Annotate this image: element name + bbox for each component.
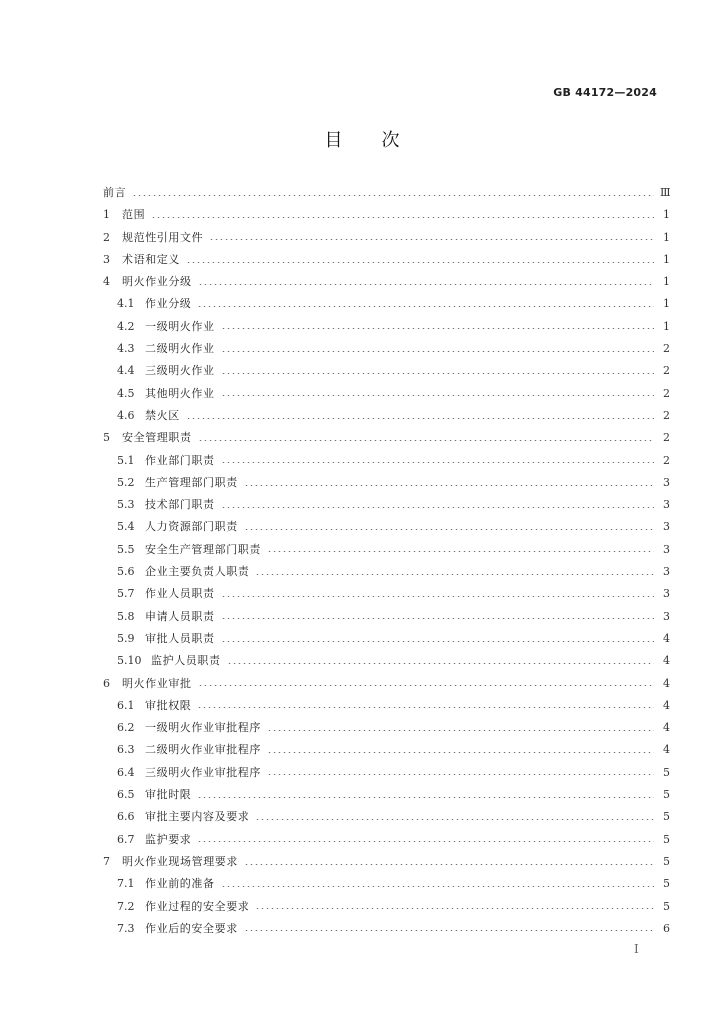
toc-entry-label: 禁火区 [145, 408, 180, 422]
toc-entry[interactable] [103, 695, 670, 717]
toc-entry-page: 1 [663, 275, 670, 289]
toc-leader-dots [198, 440, 654, 441]
toc-entry-number: 2 [103, 230, 110, 244]
toc-entry-label: 监护人员职责 [151, 654, 221, 668]
toc-entry-label: 明火作业分级 [122, 275, 192, 289]
toc-entry-page: 1 [663, 297, 670, 311]
toc-entry-page: 4 [663, 698, 670, 712]
toc-entry-page: 3 [663, 520, 670, 534]
toc-entry-number: 6.2 [117, 721, 135, 735]
toc-entry-label: 前言 [103, 186, 127, 199]
toc-leader-dots [244, 864, 654, 865]
toc-entry[interactable] [103, 427, 670, 449]
toc-entry-label: 作业分级 [145, 297, 192, 311]
toc-entry[interactable] [103, 717, 670, 739]
toc-entry-page: 4 [663, 631, 670, 645]
toc-leader-dots [209, 239, 654, 240]
toc-entry-number: 5.1 [117, 453, 135, 467]
toc-leader-dots [197, 306, 654, 307]
toc-entry-number: 4.4 [117, 364, 135, 378]
toc-entry-number: 7 [103, 854, 110, 868]
toc-entry[interactable] [103, 539, 670, 561]
toc-entry-number: 4 [103, 275, 110, 289]
toc-leader-dots [197, 707, 654, 708]
toc-entry[interactable] [103, 271, 670, 293]
toc-leader-dots [186, 262, 654, 263]
toc-entry-number: 5.10 [117, 654, 142, 668]
toc-leader-dots [221, 618, 654, 619]
toc-entry-page: 6 [663, 921, 670, 935]
toc-entry-number: 5.3 [117, 498, 135, 512]
toc-leader-dots [132, 195, 654, 196]
toc-leader-dots [221, 328, 654, 329]
toc-entry-page: 4 [663, 721, 670, 735]
toc-entry-label: 作业部门职责 [145, 453, 215, 467]
toc-entry[interactable] [103, 806, 670, 828]
toc-entry-label: 作业后的安全要求 [145, 921, 238, 935]
toc-leader-dots [197, 841, 654, 842]
toc-leader-dots [255, 574, 654, 575]
toc-leader-dots [227, 663, 654, 664]
toc-entry[interactable] [103, 896, 670, 918]
toc-leader-dots [197, 797, 654, 798]
toc-entry-label: 安全生产管理部门职责 [145, 542, 261, 556]
toc-entry-label: 一级明火作业审批程序 [145, 721, 261, 735]
toc-entry-number: 6 [103, 676, 110, 690]
toc-entry[interactable] [103, 516, 670, 538]
toc-entry-label: 作业前的准备 [145, 877, 215, 891]
toc-entry-label: 审批权限 [145, 698, 192, 712]
toc-entry[interactable] [103, 293, 670, 315]
toc-leader-dots [244, 930, 654, 931]
toc-entry-page: 5 [663, 877, 670, 891]
toc-entry-page: 3 [663, 609, 670, 623]
toc-entry-number: 6.6 [117, 810, 135, 824]
toc-leader-dots [221, 395, 654, 396]
toc-entry[interactable] [103, 383, 670, 405]
toc-entry-number: 5.6 [117, 565, 135, 579]
toc-entry-label: 审批人员职责 [145, 631, 215, 645]
toc-entry-page: 1 [663, 252, 670, 266]
toc-entry-page: 5 [663, 854, 670, 868]
toc-entry-label: 技术部门职责 [145, 498, 215, 512]
toc-entry-label: 术语和定义 [122, 252, 180, 266]
toc-entry[interactable] [103, 182, 670, 204]
toc-entry[interactable] [103, 561, 670, 583]
toc-entry-label: 安全管理职责 [122, 431, 192, 445]
standard-code: GB 44172—2024 [553, 86, 657, 99]
toc-title: 目 次 [324, 130, 401, 151]
toc-leader-dots [198, 284, 654, 285]
toc-entry-page: 3 [663, 542, 670, 556]
toc-entry[interactable] [103, 851, 670, 873]
toc-entry-page: 2 [663, 408, 670, 422]
toc-entry[interactable] [103, 739, 670, 761]
toc-entry[interactable] [103, 360, 670, 382]
toc-entry-number: 7.1 [117, 877, 135, 891]
toc-entry-page: 2 [663, 431, 670, 445]
toc-entry-page: 2 [663, 364, 670, 378]
toc-entry[interactable] [103, 494, 670, 516]
toc-leader-dots [244, 529, 654, 530]
toc-entry-page: 2 [663, 386, 670, 400]
toc-entry-label: 其他明火作业 [145, 386, 215, 400]
toc-entry[interactable] [103, 583, 670, 605]
toc-entry-label: 审批主要内容及要求 [145, 810, 250, 824]
toc-leader-dots [221, 351, 654, 352]
toc-leader-dots [255, 819, 654, 820]
toc-entry-label: 审批时限 [145, 788, 192, 802]
toc-entry-label: 企业主要负责人职责 [145, 565, 250, 579]
toc-entry-number: 5.5 [117, 542, 135, 556]
toc-leader-dots [267, 752, 654, 753]
toc-entry-number: 5.4 [117, 520, 135, 534]
toc-leader-dots [221, 886, 654, 887]
table-of-contents [103, 182, 670, 940]
toc-entry-number: 6.4 [117, 765, 135, 779]
toc-entry-page: 2 [663, 342, 670, 356]
toc-entry[interactable] [103, 338, 670, 360]
toc-entry-number: 4.6 [117, 408, 135, 422]
toc-leader-dots [244, 485, 654, 486]
toc-entry-page: 3 [663, 565, 670, 579]
toc-entry-number: 4.2 [117, 319, 135, 333]
toc-entry[interactable] [103, 450, 670, 472]
toc-entry-label: 三级明火作业 [145, 364, 215, 378]
toc-leader-dots [221, 596, 654, 597]
toc-entry-label: 三级明火作业审批程序 [145, 765, 261, 779]
toc-leader-dots [255, 908, 654, 909]
toc-entry-page: 1 [663, 319, 670, 333]
toc-leader-dots [221, 641, 654, 642]
toc-entry-number: 6.7 [117, 832, 135, 846]
toc-entry-label: 范围 [122, 208, 146, 222]
toc-entry-number: 6.1 [117, 698, 135, 712]
toc-entry[interactable] [103, 673, 670, 695]
toc-entry[interactable] [103, 606, 670, 628]
toc-entry-label: 人力资源部门职责 [145, 520, 238, 534]
toc-entry-label: 二级明火作业审批程序 [145, 743, 261, 757]
toc-leader-dots [221, 462, 654, 463]
toc-entry-page: 3 [663, 587, 670, 601]
toc-leader-dots [186, 418, 654, 419]
toc-entry-number: 4.5 [117, 386, 135, 400]
toc-entry-label: 作业人员职责 [145, 587, 215, 601]
toc-leader-dots [267, 551, 654, 552]
toc-entry-page: 5 [663, 788, 670, 802]
toc-entry-number: 7.2 [117, 899, 135, 913]
toc-leader-dots [221, 373, 654, 374]
toc-entry-page: 5 [663, 899, 670, 913]
toc-entry-number: 5.2 [117, 475, 135, 489]
toc-entry-label: 申请人员职责 [145, 609, 215, 623]
toc-leader-dots [267, 774, 654, 775]
toc-entry[interactable] [103, 472, 670, 494]
toc-entry-number: 7.3 [117, 921, 135, 935]
toc-entry-label: 明火作业审批 [122, 676, 192, 690]
toc-entry-page: 4 [663, 654, 670, 668]
toc-entry[interactable] [103, 762, 670, 784]
toc-entry-page: 1 [663, 208, 670, 222]
toc-entry[interactable] [103, 628, 670, 650]
toc-entry-number: 3 [103, 252, 110, 266]
toc-entry-number: 6.3 [117, 743, 135, 757]
toc-leader-dots [267, 730, 654, 731]
toc-entry-label: 明火作业现场管理要求 [122, 854, 238, 868]
toc-entry[interactable] [103, 829, 670, 851]
toc-entry-page: 4 [663, 743, 670, 757]
toc-leader-dots [221, 507, 654, 508]
toc-entry[interactable] [103, 918, 670, 940]
toc-entry-page: 5 [663, 832, 670, 846]
toc-entry-label: 二级明火作业 [145, 342, 215, 356]
toc-entry-number: 5.7 [117, 587, 135, 601]
toc-entry-page: 3 [663, 475, 670, 489]
toc-entry-page: 5 [663, 765, 670, 779]
page-number: I [634, 942, 639, 956]
toc-entry-page: 3 [663, 498, 670, 512]
toc-entry-number: 4.1 [117, 297, 135, 311]
toc-entry[interactable] [103, 405, 670, 427]
toc-entry-number: 6.5 [117, 788, 135, 802]
toc-entry[interactable] [103, 249, 670, 271]
toc-entry-page: 4 [663, 676, 670, 690]
toc-entry[interactable] [103, 784, 670, 806]
toc-entry[interactable] [103, 204, 670, 226]
toc-entry[interactable] [103, 316, 670, 338]
toc-entry-number: 1 [103, 208, 110, 222]
toc-entry-number: 5 [103, 431, 110, 445]
toc-entry[interactable] [103, 227, 670, 249]
toc-entry[interactable] [103, 873, 670, 895]
toc-entry-page: 5 [663, 810, 670, 824]
toc-entry-label: 作业过程的安全要求 [145, 899, 250, 913]
toc-leader-dots [151, 217, 654, 218]
toc-entry-label: 规范性引用文件 [122, 230, 204, 244]
toc-entry[interactable] [103, 650, 670, 672]
toc-entry-number: 5.8 [117, 609, 135, 623]
toc-entry-number: 4.3 [117, 342, 135, 356]
toc-entry-page: 1 [663, 230, 670, 244]
toc-entry-page: Ⅲ [660, 186, 671, 199]
toc-entry-label: 一级明火作业 [145, 319, 215, 333]
toc-entry-page: 2 [663, 453, 670, 467]
toc-entry-label: 监护要求 [145, 832, 192, 846]
toc-leader-dots [198, 685, 654, 686]
toc-entry-label: 生产管理部门职责 [145, 475, 238, 489]
toc-entry-number: 5.9 [117, 631, 135, 645]
